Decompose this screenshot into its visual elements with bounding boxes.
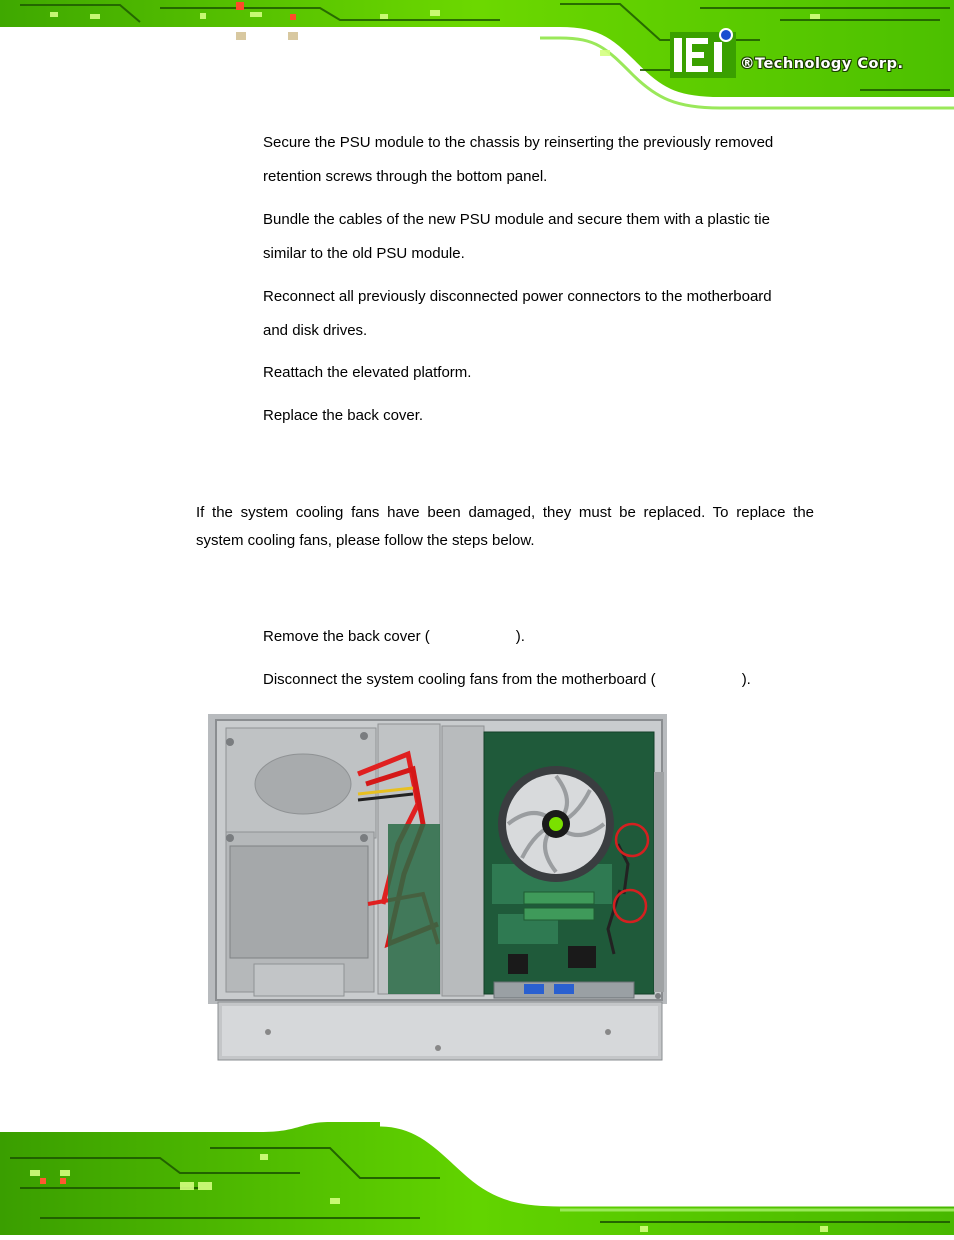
chassis-photo-illustration	[208, 714, 667, 1062]
step-bundle-cables	[263, 203, 823, 270]
step-text: ).	[515, 628, 525, 645]
circuit-board-footer	[0, 1118, 954, 1235]
step-remove-back-cover	[263, 620, 823, 654]
step-text: Remove the back cover (	[263, 628, 430, 645]
step-line: Bundle the cables of the new PSU module and secure them with a plastic tie	[263, 211, 770, 228]
iei-logo-icon	[670, 28, 736, 78]
step-reconnect-power	[263, 280, 823, 347]
logo-text: ®Technology Corp.	[740, 56, 904, 72]
step-replace-cover	[263, 399, 823, 433]
step-secure-psu	[263, 126, 823, 193]
paragraph-line: If the system cooling fans have been damaged, they must be replaced. To replace the	[196, 504, 814, 521]
footer-banner	[0, 1118, 954, 1235]
step-line: Reattach the elevated platform.	[263, 364, 472, 381]
step-text: ).	[741, 671, 751, 688]
step-line: Secure the PSU module to the chassis by reinserting the previously removed	[263, 134, 774, 151]
paragraph-line: system cooling fans, please follow the steps below.	[196, 532, 535, 549]
step-disconnect-fans	[263, 663, 823, 697]
header-banner	[0, 0, 954, 112]
step-reattach-platform	[263, 356, 823, 390]
step-line: Replace the back cover.	[263, 407, 424, 424]
chassis-interior-photo	[208, 714, 667, 1062]
step-line: Reconnect all previously disconnected power connectors to the motherboard	[263, 288, 772, 305]
fan-intro-paragraph	[196, 499, 814, 555]
step-line: and disk drives.	[263, 321, 368, 339]
step-text: Disconnect the system cooling fans from the motherboard (	[263, 671, 656, 688]
company-logo	[670, 28, 920, 80]
step-line: similar to the old PSU module.	[263, 244, 465, 262]
step-line: retention screws through the bottom panel.	[263, 167, 548, 185]
